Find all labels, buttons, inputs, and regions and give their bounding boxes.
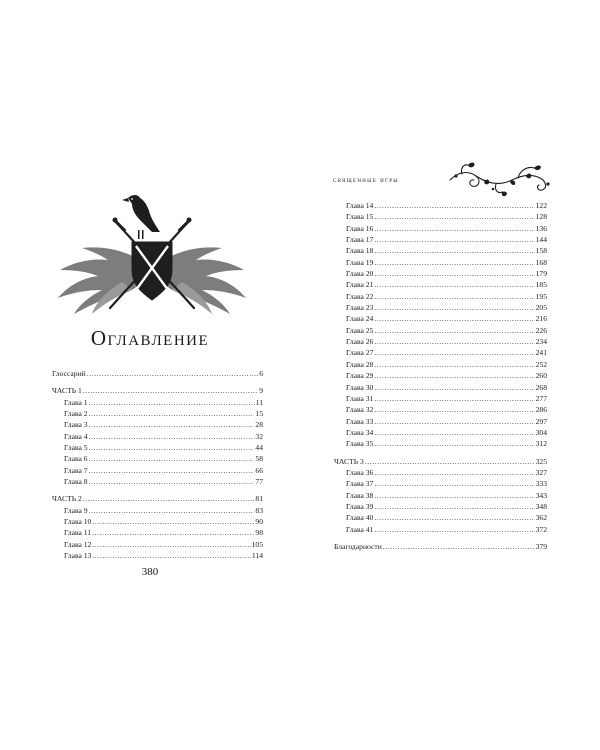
toc-leader-dots bbox=[374, 427, 534, 438]
toc-entry-page-number: 28 bbox=[255, 420, 263, 430]
toc-entry-page-number: 90 bbox=[255, 517, 263, 527]
toc-entry bbox=[334, 490, 547, 501]
toc-leader-dots bbox=[374, 382, 534, 393]
toc-leader-dots bbox=[89, 505, 255, 516]
toc-leader-dots bbox=[374, 302, 534, 313]
toc-entry-page-number: 98 bbox=[255, 528, 263, 538]
toc-entry-page-number: 185 bbox=[535, 280, 547, 290]
toc-leader-dots bbox=[374, 200, 534, 211]
toc-entry-label: Глава 3 bbox=[64, 420, 88, 430]
toc-leader-dots bbox=[374, 467, 534, 478]
toc-entry-page-number: 83 bbox=[255, 505, 263, 515]
toc-entry-label: Глава 26 bbox=[346, 337, 374, 347]
toc-leader-dots bbox=[89, 431, 255, 442]
toc-entry-label: Глава 41 bbox=[346, 524, 374, 534]
toc-entry-label: Глава 29 bbox=[346, 371, 374, 381]
toc-leader-dots bbox=[374, 279, 534, 290]
toc-leader-dots bbox=[374, 245, 534, 256]
toc-entry bbox=[334, 313, 547, 324]
toc-entry-label: Глава 18 bbox=[346, 246, 374, 256]
toc-entry-label: Глава 4 bbox=[64, 431, 88, 441]
toc-leader-dots bbox=[374, 325, 534, 336]
running-head: священные игры bbox=[333, 177, 399, 184]
toc-entry bbox=[52, 431, 263, 442]
toc-leader-dots bbox=[365, 456, 535, 467]
toc-entry-label: ЧАСТЬ 1 bbox=[52, 386, 82, 396]
toc-entry bbox=[334, 416, 547, 427]
toc-entry-page-number: 277 bbox=[535, 393, 547, 403]
toc-leader-dots bbox=[374, 393, 534, 404]
toc-entry-label: Глава 30 bbox=[346, 382, 374, 392]
toc-entry bbox=[334, 524, 547, 535]
toc-entry bbox=[334, 325, 547, 336]
toc-leader-dots bbox=[89, 397, 255, 408]
toc-entry-label: Глава 40 bbox=[346, 513, 374, 523]
toc-leader-dots bbox=[92, 516, 254, 527]
toc-leader-dots bbox=[89, 442, 255, 453]
toc-entry-page-number: 226 bbox=[535, 325, 547, 335]
toc-entry-label: Глава 13 bbox=[64, 551, 92, 561]
toc-entry bbox=[334, 211, 547, 222]
toc-entry-label: Глава 25 bbox=[346, 325, 374, 335]
toc-leader-dots bbox=[374, 416, 534, 427]
toc-entry bbox=[334, 478, 547, 489]
toc-entry bbox=[52, 550, 263, 561]
toc-entry-label: Глава 16 bbox=[346, 223, 374, 233]
toc-leader-dots bbox=[92, 527, 254, 538]
toc-entry bbox=[334, 257, 547, 268]
toc-entry bbox=[334, 234, 547, 245]
toc-entry bbox=[334, 382, 547, 393]
toc-entry-page-number: 128 bbox=[535, 212, 547, 222]
toc-entry-label: Глава 35 bbox=[346, 439, 374, 449]
toc-entry-page-number: 6 bbox=[259, 369, 263, 378]
toc-entry bbox=[52, 368, 263, 379]
toc-leader-dots bbox=[374, 404, 534, 415]
toc-entry bbox=[334, 336, 547, 347]
toc-entry-label: Глава 23 bbox=[346, 303, 374, 313]
toc-entry bbox=[52, 539, 263, 550]
toc-entry bbox=[52, 527, 263, 538]
toc-entry-page-number: 286 bbox=[535, 405, 547, 415]
toc-entry-page-number: 15 bbox=[255, 409, 263, 419]
toc-entry-label: Глава 5 bbox=[64, 443, 88, 453]
toc-leader-dots bbox=[374, 438, 534, 449]
toc-entry-page-number: 179 bbox=[535, 269, 547, 279]
toc-list-left bbox=[52, 368, 263, 562]
toc-leader-dots bbox=[374, 490, 534, 501]
toc-entry-label: Глава 1 bbox=[64, 397, 88, 407]
toc-entry-label: Глава 9 bbox=[64, 505, 88, 515]
toc-leader-dots bbox=[374, 268, 534, 279]
toc-leader-dots bbox=[374, 359, 534, 370]
toc-entry bbox=[334, 467, 547, 478]
toc-leader-dots bbox=[83, 385, 258, 396]
toc-entry-page-number: 66 bbox=[255, 465, 263, 475]
toc-entry bbox=[334, 200, 547, 211]
toc-leader-dots bbox=[374, 370, 534, 381]
toc-entry-page-number: 333 bbox=[535, 479, 547, 489]
toc-entry bbox=[334, 279, 547, 290]
toc-entry-label: Глава 10 bbox=[64, 517, 92, 527]
toc-entry-page-number: 234 bbox=[535, 337, 547, 347]
toc-entry bbox=[334, 456, 547, 467]
toc-entry-label: Глава 11 bbox=[64, 528, 92, 538]
toc-entry-label: Благодарности bbox=[334, 541, 382, 551]
toc-entry-label: Глава 36 bbox=[346, 467, 374, 477]
toc-entry-page-number: 144 bbox=[535, 235, 547, 245]
toc-entry-label: Глава 17 bbox=[346, 235, 374, 245]
toc-entry bbox=[334, 404, 547, 415]
toc-entry-page-number: 158 bbox=[535, 246, 547, 256]
raven-shield-crossed-swords-icon bbox=[52, 190, 252, 315]
toc-entry-page-number: 312 bbox=[535, 439, 547, 449]
toc-entry-label: Глава 24 bbox=[346, 314, 374, 324]
toc-entry-page-number: 32 bbox=[255, 431, 263, 441]
toc-entry-page-number: 136 bbox=[535, 223, 547, 233]
toc-entry bbox=[334, 541, 547, 552]
toc-entry bbox=[52, 465, 263, 476]
toc-leader-dots bbox=[374, 257, 534, 268]
toc-entry bbox=[334, 302, 547, 313]
toc-entry-label: Глава 33 bbox=[346, 416, 374, 426]
toc-entry-page-number: 205 bbox=[535, 303, 547, 313]
toc-leader-dots bbox=[374, 234, 534, 245]
toc-leader-dots bbox=[89, 476, 255, 487]
toc-entry-page-number: 195 bbox=[535, 291, 547, 301]
toc-entry-page-number: 260 bbox=[535, 371, 547, 381]
toc-entry bbox=[334, 501, 547, 512]
toc-leader-dots bbox=[374, 313, 534, 324]
toc-entry-page-number: 122 bbox=[535, 201, 547, 210]
toc-leader-dots bbox=[383, 541, 535, 552]
toc-leader-dots bbox=[89, 453, 255, 464]
toc-leader-dots bbox=[374, 347, 534, 358]
toc-leader-dots bbox=[374, 478, 534, 489]
toc-entry-page-number: 362 bbox=[535, 513, 547, 523]
toc-entry-page-number: 252 bbox=[535, 359, 547, 369]
toc-entry bbox=[334, 347, 547, 358]
toc-entry bbox=[334, 268, 547, 279]
toc-leader-dots bbox=[89, 465, 255, 476]
toc-leader-dots bbox=[374, 524, 534, 535]
toc-entry-page-number: 216 bbox=[535, 314, 547, 324]
toc-entry-page-number: 77 bbox=[255, 477, 263, 487]
toc-entry-page-number: 114 bbox=[251, 551, 263, 561]
toc-list-right bbox=[334, 200, 547, 552]
toc-entry-page-number: 348 bbox=[535, 501, 547, 511]
toc-entry bbox=[52, 442, 263, 453]
toc-entry-page-number: 105 bbox=[251, 539, 263, 549]
toc-entry-label: Глава 34 bbox=[346, 427, 374, 437]
toc-entry bbox=[52, 419, 263, 430]
toc-leader-dots bbox=[374, 501, 534, 512]
toc-entry-label: Глава 28 bbox=[346, 359, 374, 369]
toc-entry-label: Глава 20 bbox=[346, 269, 374, 279]
toc-entry bbox=[334, 427, 547, 438]
flowering-vine-ornament-icon bbox=[448, 160, 553, 198]
toc-entry-page-number: 9 bbox=[259, 386, 263, 396]
toc-entry-page-number: 327 bbox=[535, 467, 547, 477]
toc-entry-page-number: 379 bbox=[535, 541, 547, 551]
toc-entry bbox=[52, 505, 263, 516]
toc-entry-label: Глава 38 bbox=[346, 490, 374, 500]
toc-entry-page-number: 304 bbox=[535, 427, 547, 437]
toc-leader-dots bbox=[92, 550, 251, 561]
toc-entry bbox=[52, 397, 263, 408]
toc-entry bbox=[334, 291, 547, 302]
toc-entry bbox=[334, 370, 547, 381]
toc-entry-label: Глава 21 bbox=[346, 280, 374, 290]
toc-entry-label: Глава 2 bbox=[64, 409, 88, 419]
toc-entry-label: Глава 15 bbox=[346, 212, 374, 222]
toc-leader-dots bbox=[374, 211, 534, 222]
toc-entry bbox=[52, 453, 263, 464]
toc-entry-label: Глоссарий bbox=[52, 369, 86, 378]
toc-leader-dots bbox=[374, 291, 534, 302]
toc-entry bbox=[52, 516, 263, 527]
toc-entry-label: Глава 31 bbox=[346, 393, 374, 403]
toc-entry-page-number: 241 bbox=[535, 348, 547, 358]
toc-entry bbox=[52, 385, 263, 396]
toc-entry-label: Глава 7 bbox=[64, 465, 88, 475]
toc-leader-dots bbox=[92, 539, 250, 550]
toc-entry-label: Глава 6 bbox=[64, 454, 88, 464]
toc-leader-dots bbox=[374, 512, 534, 523]
toc-entry bbox=[334, 223, 547, 234]
right-page bbox=[300, 0, 600, 750]
toc-entry-label: Глава 27 bbox=[346, 348, 374, 358]
toc-entry-page-number: 372 bbox=[535, 524, 547, 534]
toc-entry-page-number: 297 bbox=[535, 416, 547, 426]
toc-entry-label: Глава 19 bbox=[346, 257, 374, 267]
toc-leader-dots bbox=[87, 368, 258, 379]
toc-entry bbox=[334, 512, 547, 523]
toc-entry bbox=[334, 245, 547, 256]
toc-entry-label: Глава 39 bbox=[346, 501, 374, 511]
toc-entry bbox=[52, 493, 263, 504]
toc-entry-page-number: 343 bbox=[535, 490, 547, 500]
toc-entry bbox=[334, 438, 547, 449]
toc-entry bbox=[334, 359, 547, 370]
toc-entry-page-number: 11 bbox=[255, 397, 263, 407]
toc-entry-label: ЧАСТЬ 2 bbox=[52, 494, 82, 504]
toc-entry-label: Глава 8 bbox=[64, 477, 88, 487]
toc-entry-page-number: 44 bbox=[255, 443, 263, 453]
toc-title: Оглавление bbox=[90, 326, 210, 350]
toc-entry-page-number: 58 bbox=[255, 454, 263, 464]
toc-entry-page-number: 268 bbox=[535, 382, 547, 392]
toc-leader-dots bbox=[374, 223, 534, 234]
toc-entry-label: Глава 32 bbox=[346, 405, 374, 415]
toc-entry-label: ЧАСТЬ 3 bbox=[334, 456, 364, 466]
toc-entry-label: Глава 12 bbox=[64, 539, 92, 549]
toc-leader-dots bbox=[374, 336, 534, 347]
toc-leader-dots bbox=[89, 419, 255, 430]
toc-entry-label: Глава 14 bbox=[346, 201, 374, 210]
toc-entry bbox=[52, 476, 263, 487]
toc-leader-dots bbox=[89, 408, 255, 419]
toc-entry bbox=[334, 393, 547, 404]
toc-entry-page-number: 168 bbox=[535, 257, 547, 267]
toc-leader-dots bbox=[83, 493, 255, 504]
toc-entry-page-number: 81 bbox=[255, 494, 263, 504]
toc-entry bbox=[52, 408, 263, 419]
toc-entry-label: Глава 37 bbox=[346, 479, 374, 489]
toc-entry-label: Глава 22 bbox=[346, 291, 374, 301]
page-number: 380 bbox=[141, 566, 159, 578]
toc-entry-page-number: 325 bbox=[535, 456, 547, 466]
